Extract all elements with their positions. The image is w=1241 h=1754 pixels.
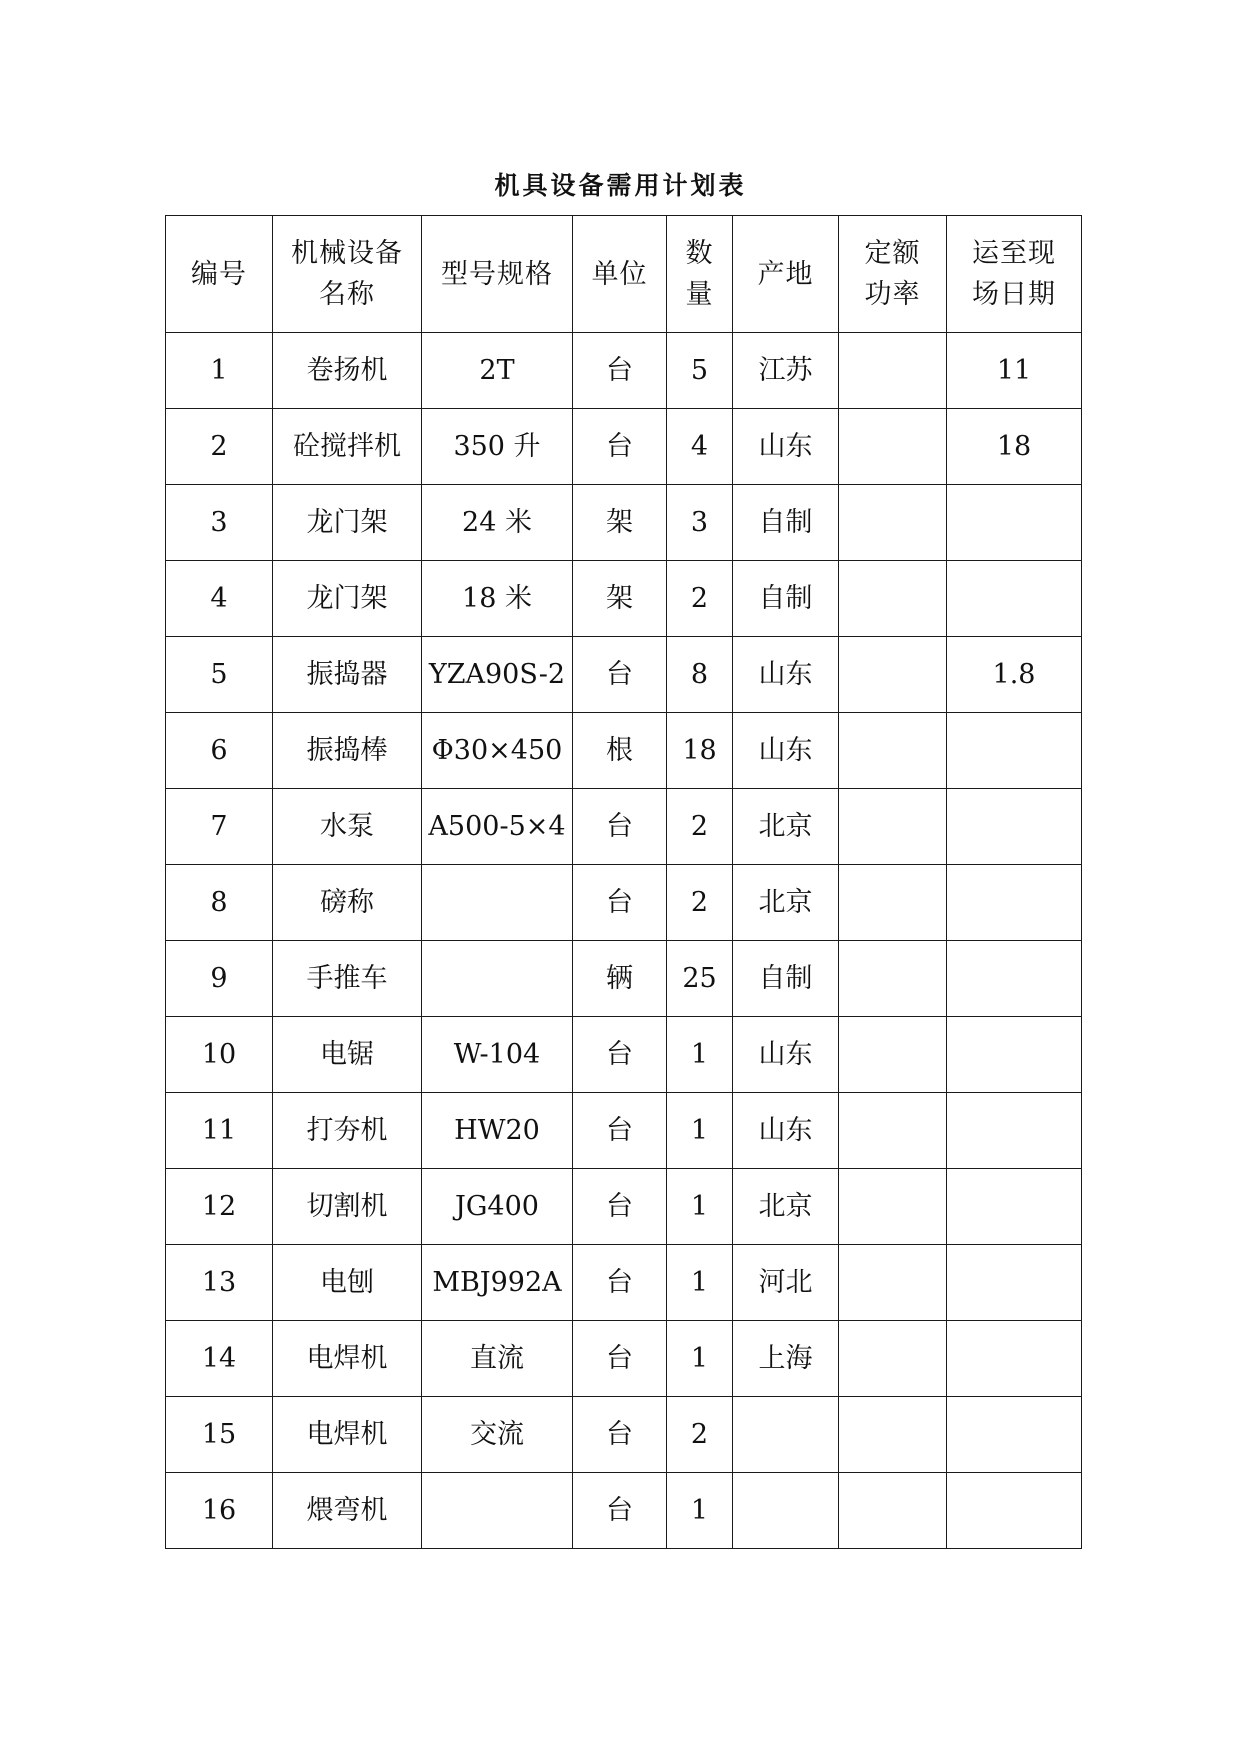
table-row (166, 713, 1082, 789)
cell-model-spec: 350 升 (422, 409, 573, 485)
cell-equipment-name: 打夯机 (273, 1093, 422, 1169)
cell-quantity: 1 (667, 1321, 733, 1397)
cell-arrival-date (947, 485, 1082, 561)
cell-quantity: 1 (667, 1017, 733, 1093)
cell-number: 5 (166, 637, 273, 713)
cell-number: 3 (166, 485, 273, 561)
cell-equipment-name: 电焊机 (273, 1321, 422, 1397)
cell-rated-power (839, 637, 947, 713)
cell-quantity: 8 (667, 637, 733, 713)
cell-number: 8 (166, 865, 273, 941)
cell-quantity: 1 (667, 1093, 733, 1169)
cell-arrival-date (947, 1169, 1082, 1245)
cell-unit: 台 (573, 865, 667, 941)
cell-quantity: 25 (667, 941, 733, 1017)
cell-arrival-date: 1.8 (947, 637, 1082, 713)
cell-origin: 北京 (733, 789, 839, 865)
cell-arrival-date (947, 713, 1082, 789)
cell-quantity: 1 (667, 1169, 733, 1245)
cell-unit: 台 (573, 1321, 667, 1397)
cell-model-spec: Φ30×450 (422, 713, 573, 789)
cell-equipment-name: 龙门架 (273, 561, 422, 637)
cell-rated-power (839, 1017, 947, 1093)
table-row (166, 1397, 1082, 1473)
cell-quantity: 1 (667, 1473, 733, 1549)
cell-unit: 台 (573, 789, 667, 865)
cell-origin: 河北 (733, 1245, 839, 1321)
cell-rated-power (839, 941, 947, 1017)
cell-rated-power (839, 865, 947, 941)
table-row (166, 1169, 1082, 1245)
cell-rated-power (839, 485, 947, 561)
header-arrival-date: 运至现 场日期 (947, 216, 1082, 333)
table-row (166, 1017, 1082, 1093)
cell-model-spec: YZA90S-2 (422, 637, 573, 713)
cell-number: 16 (166, 1473, 273, 1549)
cell-quantity: 4 (667, 409, 733, 485)
cell-model-spec: HW20 (422, 1093, 573, 1169)
cell-number: 12 (166, 1169, 273, 1245)
table-row (166, 865, 1082, 941)
cell-arrival-date: 11 (947, 333, 1082, 409)
cell-rated-power (839, 409, 947, 485)
cell-arrival-date (947, 1093, 1082, 1169)
cell-quantity: 2 (667, 789, 733, 865)
cell-equipment-name: 电锯 (273, 1017, 422, 1093)
table-row (166, 1245, 1082, 1321)
cell-quantity: 1 (667, 1245, 733, 1321)
cell-number: 2 (166, 409, 273, 485)
cell-unit: 台 (573, 409, 667, 485)
cell-unit: 架 (573, 485, 667, 561)
cell-rated-power (839, 1321, 947, 1397)
cell-equipment-name: 振捣器 (273, 637, 422, 713)
cell-unit: 根 (573, 713, 667, 789)
table-row (166, 485, 1082, 561)
table-header-row (166, 216, 1082, 333)
table-row (166, 1093, 1082, 1169)
cell-model-spec (422, 941, 573, 1017)
cell-arrival-date (947, 1017, 1082, 1093)
cell-equipment-name: 卷扬机 (273, 333, 422, 409)
cell-quantity: 3 (667, 485, 733, 561)
cell-equipment-name: 龙门架 (273, 485, 422, 561)
cell-rated-power (839, 1397, 947, 1473)
table-row (166, 789, 1082, 865)
table-body (166, 333, 1082, 1549)
cell-model-spec: A500-5×4 (422, 789, 573, 865)
cell-origin (733, 1473, 839, 1549)
cell-origin: 北京 (733, 865, 839, 941)
cell-origin (733, 1397, 839, 1473)
header-equipment-name: 机械设备 名称 (273, 216, 422, 333)
table-row (166, 637, 1082, 713)
table-row (166, 1321, 1082, 1397)
cell-unit: 辆 (573, 941, 667, 1017)
cell-quantity: 18 (667, 713, 733, 789)
cell-number: 11 (166, 1093, 273, 1169)
table-row (166, 409, 1082, 485)
cell-quantity: 5 (667, 333, 733, 409)
header-quantity: 数 量 (667, 216, 733, 333)
cell-quantity: 2 (667, 1397, 733, 1473)
table-row (166, 941, 1082, 1017)
cell-equipment-name: 电刨 (273, 1245, 422, 1321)
cell-unit: 台 (573, 1017, 667, 1093)
cell-origin: 山东 (733, 1093, 839, 1169)
cell-unit: 台 (573, 1473, 667, 1549)
cell-arrival-date (947, 1473, 1082, 1549)
cell-rated-power (839, 561, 947, 637)
cell-origin: 山东 (733, 713, 839, 789)
table-row (166, 333, 1082, 409)
cell-number: 15 (166, 1397, 273, 1473)
cell-model-spec: JG400 (422, 1169, 573, 1245)
cell-rated-power (839, 1093, 947, 1169)
cell-arrival-date (947, 789, 1082, 865)
cell-quantity: 2 (667, 561, 733, 637)
cell-unit: 台 (573, 1245, 667, 1321)
cell-model-spec (422, 865, 573, 941)
header-model-spec: 型号规格 (422, 216, 573, 333)
cell-model-spec: W-104 (422, 1017, 573, 1093)
header-number: 编号 (166, 216, 273, 333)
cell-origin: 山东 (733, 409, 839, 485)
cell-rated-power (839, 1473, 947, 1549)
cell-equipment-name: 砼搅拌机 (273, 409, 422, 485)
cell-model-spec: MBJ992A (422, 1245, 573, 1321)
cell-arrival-date: 18 (947, 409, 1082, 485)
cell-arrival-date (947, 1245, 1082, 1321)
cell-equipment-name: 电焊机 (273, 1397, 422, 1473)
cell-unit: 台 (573, 333, 667, 409)
header-unit: 单位 (573, 216, 667, 333)
cell-origin: 自制 (733, 485, 839, 561)
cell-rated-power (839, 713, 947, 789)
cell-model-spec: 直流 (422, 1321, 573, 1397)
header-rated-power: 定额 功率 (839, 216, 947, 333)
cell-arrival-date (947, 941, 1082, 1017)
cell-equipment-name: 手推车 (273, 941, 422, 1017)
cell-arrival-date (947, 865, 1082, 941)
cell-rated-power (839, 1169, 947, 1245)
cell-rated-power (839, 789, 947, 865)
cell-quantity: 2 (667, 865, 733, 941)
cell-unit: 台 (573, 1169, 667, 1245)
cell-unit: 台 (573, 1397, 667, 1473)
cell-equipment-name: 磅称 (273, 865, 422, 941)
cell-model-spec: 24 米 (422, 485, 573, 561)
cell-origin: 自制 (733, 561, 839, 637)
table-row (166, 561, 1082, 637)
cell-arrival-date (947, 561, 1082, 637)
cell-equipment-name: 振捣棒 (273, 713, 422, 789)
cell-number: 14 (166, 1321, 273, 1397)
cell-model-spec (422, 1473, 573, 1549)
cell-number: 9 (166, 941, 273, 1017)
cell-origin: 上海 (733, 1321, 839, 1397)
cell-rated-power (839, 333, 947, 409)
cell-number: 6 (166, 713, 273, 789)
cell-rated-power (839, 1245, 947, 1321)
page-title: 机具设备需用计划表 (494, 171, 747, 200)
cell-equipment-name: 煨弯机 (273, 1473, 422, 1549)
header-origin: 产地 (733, 216, 839, 333)
table-row (166, 1473, 1082, 1549)
cell-origin: 北京 (733, 1169, 839, 1245)
cell-arrival-date (947, 1321, 1082, 1397)
cell-arrival-date (947, 1397, 1082, 1473)
cell-unit: 台 (573, 637, 667, 713)
cell-number: 13 (166, 1245, 273, 1321)
cell-number: 4 (166, 561, 273, 637)
cell-model-spec: 2T (422, 333, 573, 409)
cell-unit: 架 (573, 561, 667, 637)
cell-number: 7 (166, 789, 273, 865)
cell-origin: 江苏 (733, 333, 839, 409)
cell-origin: 山东 (733, 637, 839, 713)
cell-unit: 台 (573, 1093, 667, 1169)
equipment-table (165, 215, 1082, 1549)
cell-number: 1 (166, 333, 273, 409)
cell-equipment-name: 切割机 (273, 1169, 422, 1245)
cell-model-spec: 交流 (422, 1397, 573, 1473)
cell-origin: 自制 (733, 941, 839, 1017)
cell-equipment-name: 水泵 (273, 789, 422, 865)
cell-number: 10 (166, 1017, 273, 1093)
cell-origin: 山东 (733, 1017, 839, 1093)
cell-model-spec: 18 米 (422, 561, 573, 637)
